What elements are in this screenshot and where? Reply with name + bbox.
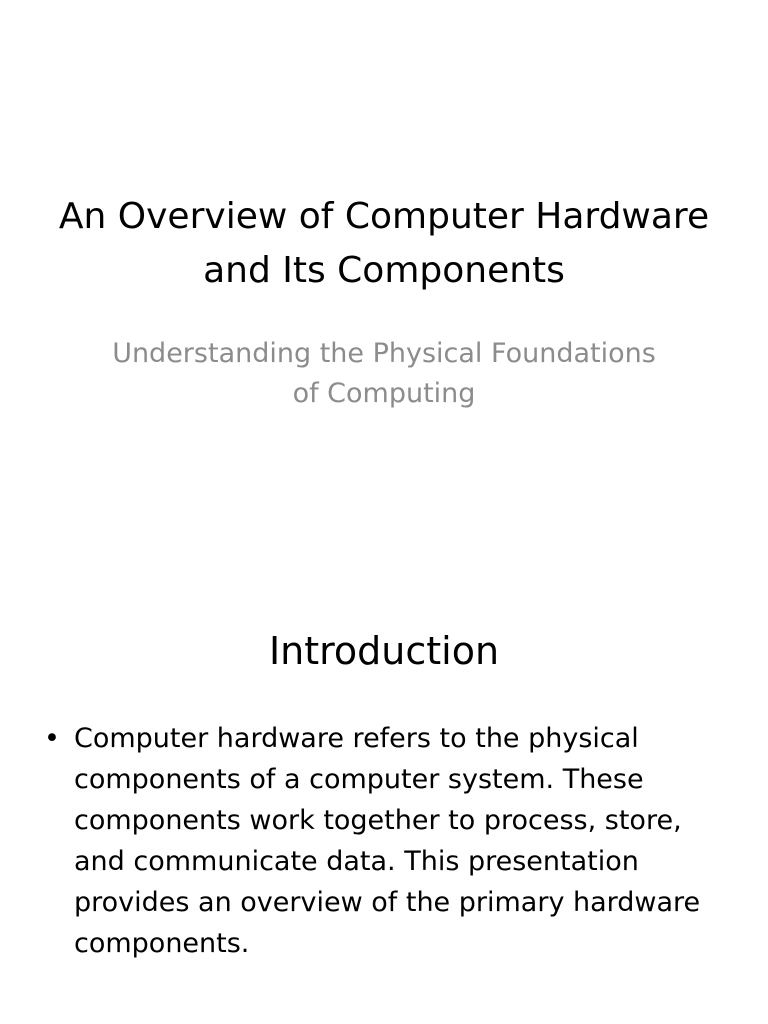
slide-title: An Overview of Computer Hardware and Its Components (58, 196, 710, 291)
bullet-list (38, 718, 728, 964)
slide-subtitle: Understanding the Physical Foundations of Computing (112, 338, 656, 409)
introduction-slide (0, 576, 768, 1024)
bullet-icon: • (44, 723, 60, 754)
bullet-item (38, 718, 728, 964)
slide-title: Introduction (268, 629, 500, 673)
bullet-text: Computer hardware refers to the physical components of a computer system. These components work together to process, store, and communicate data. This presentation provides an overview of the primary hardware components. (74, 723, 701, 959)
